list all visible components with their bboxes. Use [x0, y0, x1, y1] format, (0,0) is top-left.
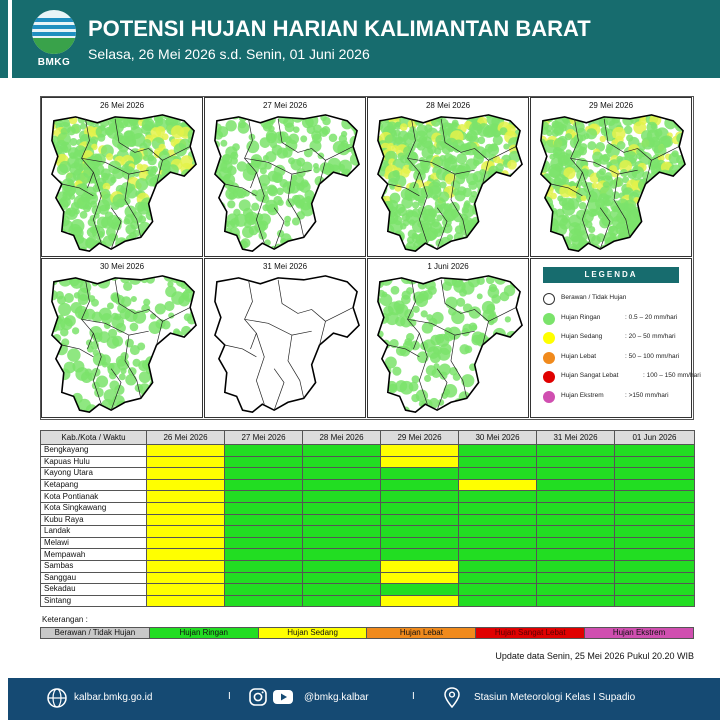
- station-name: Stasiun Meteorologi Kelas I Supadio: [474, 692, 636, 703]
- location-pin-icon: [444, 687, 460, 714]
- forecast-level-cell: [459, 479, 537, 491]
- legend-item: [543, 293, 693, 305]
- region-cell: Sintang: [41, 595, 147, 607]
- forecast-level-cell: [459, 456, 537, 468]
- footer-separator: I: [228, 691, 231, 702]
- page-subtitle: Selasa, 26 Mei 2026 s.d. Senin, 01 Juni 2026: [88, 46, 370, 62]
- forecast-level-cell: [537, 468, 615, 480]
- region-cell: Ketapang: [41, 479, 147, 491]
- forecast-level-cell: [459, 491, 537, 503]
- date-column-header: 31 Mei 2026: [537, 431, 615, 445]
- forecast-level-cell: [147, 514, 225, 526]
- forecast-level-cell: [381, 537, 459, 549]
- legend-label: Hujan Sedang: [561, 333, 603, 340]
- forecast-level-cell: [459, 549, 537, 561]
- legend-range: : 0.5 – 20 mm/hari: [625, 313, 678, 321]
- legend-label: Hujan Lebat: [561, 352, 597, 360]
- table-row: [41, 456, 695, 468]
- update-note: Update data Senin, 25 Mei 2026 Pukul 20.20 WIB: [495, 651, 694, 661]
- legend-item: [543, 391, 693, 403]
- footer-separator: I: [412, 691, 415, 702]
- kalimantan-barat-map: [209, 112, 363, 256]
- forecast-level-cell: [615, 445, 695, 457]
- forecast-level-cell: [537, 549, 615, 561]
- forecast-level-cell: [615, 526, 695, 538]
- keterangan-label: Keterangan :: [42, 615, 88, 624]
- region-cell: Landak: [41, 526, 147, 538]
- region-cell: Melawi: [41, 537, 147, 549]
- forecast-level-cell: [147, 468, 225, 480]
- forecast-level-cell: [303, 502, 381, 514]
- rain-map-panel: [367, 258, 529, 418]
- key-item: Hujan Lebat: [367, 628, 476, 638]
- forecast-level-cell: [225, 456, 303, 468]
- forecast-level-cell: [303, 549, 381, 561]
- table-row: [41, 491, 695, 503]
- key-item: Hujan Ekstrem: [585, 628, 693, 638]
- date-column-header: 26 Mei 2026: [147, 431, 225, 445]
- forecast-level-cell: [381, 526, 459, 538]
- map-date-label: 29 Mei 2026: [588, 101, 634, 110]
- forecast-level-cell: [225, 479, 303, 491]
- forecast-level-cell: [615, 572, 695, 584]
- kalimantan-barat-map: [209, 273, 363, 417]
- region-cell: Kayong Utara: [41, 468, 147, 480]
- region-cell: Kubu Raya: [41, 514, 147, 526]
- legend-swatch: [543, 371, 555, 383]
- date-column-header: 28 Mei 2026: [303, 431, 381, 445]
- forecast-level-cell: [225, 491, 303, 503]
- region-cell: Mempawah: [41, 549, 147, 561]
- region-column-header: Kab./Kota / Waktu: [41, 431, 147, 445]
- rain-map-panel: [204, 97, 366, 257]
- forecast-level-cell: [303, 572, 381, 584]
- forecast-level-cell: [537, 502, 615, 514]
- key-item: Berawan / Tidak Hujan: [41, 628, 150, 638]
- region-cell: Kota Pontianak: [41, 491, 147, 503]
- legend-item: [543, 371, 701, 383]
- table-row: [41, 595, 695, 607]
- forecast-level-cell: [537, 595, 615, 607]
- forecast-level-cell: [303, 514, 381, 526]
- key-item: Hujan Sedang: [259, 628, 368, 638]
- forecast-level-cell: [147, 537, 225, 549]
- key-item: Hujan Ringan: [150, 628, 259, 638]
- legend-label: Hujan Sangat Lebat: [561, 372, 619, 379]
- legend-range: : 50 – 100 mm/hari: [625, 352, 680, 360]
- kalimantan-barat-map: [46, 273, 200, 417]
- forecast-level-cell: [615, 584, 695, 596]
- forecast-level-cell: [147, 526, 225, 538]
- date-column-header: 27 Mei 2026: [225, 431, 303, 445]
- rain-map-panel: [204, 258, 366, 418]
- forecast-level-cell: [615, 468, 695, 480]
- forecast-table: [40, 430, 695, 607]
- instagram-icon[interactable]: [248, 687, 268, 712]
- forecast-level-cell: [459, 526, 537, 538]
- rain-map-panel: [367, 97, 529, 257]
- forecast-level-cell: [381, 560, 459, 572]
- forecast-level-cell: [537, 514, 615, 526]
- date-column-header: 29 Mei 2026: [381, 431, 459, 445]
- legend-title: LEGENDA: [543, 267, 679, 283]
- legend-swatch: [543, 391, 555, 403]
- forecast-level-cell: [459, 584, 537, 596]
- forecast-level-cell: [615, 537, 695, 549]
- forecast-level-cell: [381, 491, 459, 503]
- bmkg-logo-text: BMKG: [37, 57, 71, 68]
- bmkg-logo-emblem: [32, 10, 76, 54]
- forecast-level-cell: [225, 526, 303, 538]
- forecast-level-cell: [225, 572, 303, 584]
- bmkg-logo: [28, 10, 80, 72]
- forecast-level-cell: [225, 502, 303, 514]
- forecast-level-cell: [303, 491, 381, 503]
- forecast-level-cell: [225, 537, 303, 549]
- table-body: [41, 445, 695, 607]
- legend-swatch: [543, 332, 555, 344]
- forecast-level-cell: [615, 456, 695, 468]
- forecast-level-cell: [303, 445, 381, 457]
- forecast-level-cell: [147, 560, 225, 572]
- forecast-level-cell: [615, 479, 695, 491]
- legend-label: Hujan Ekstrem: [561, 391, 604, 399]
- kalimantan-barat-map: [372, 112, 526, 256]
- forecast-level-cell: [537, 560, 615, 572]
- forecast-level-cell: [381, 584, 459, 596]
- map-date-label: 26 Mei 2026: [99, 101, 145, 110]
- legend-swatch: [543, 293, 555, 305]
- map-date-label: 30 Mei 2026: [99, 262, 145, 271]
- kalimantan-barat-map: [372, 273, 526, 417]
- forecast-level-cell: [147, 572, 225, 584]
- forecast-level-cell: [303, 595, 381, 607]
- forecast-level-cell: [381, 445, 459, 457]
- forecast-level-cell: [381, 549, 459, 561]
- forecast-level-cell: [225, 595, 303, 607]
- forecast-level-cell: [537, 491, 615, 503]
- forecast-level-cell: [303, 456, 381, 468]
- page-title: POTENSI HUJAN HARIAN KALIMANTAN BARAT: [88, 16, 591, 41]
- forecast-level-cell: [147, 456, 225, 468]
- forecast-level-cell: [147, 491, 225, 503]
- forecast-level-cell: [303, 537, 381, 549]
- map-date-label: 27 Mei 2026: [262, 101, 308, 110]
- legend-label: Berawan / Tidak Hujan: [561, 294, 627, 301]
- map-legend: [530, 258, 701, 418]
- forecast-level-cell: [459, 468, 537, 480]
- table-row: [41, 514, 695, 526]
- region-cell: Kapuas Hulu: [41, 456, 147, 468]
- forecast-level-cell: [225, 560, 303, 572]
- date-column-header: 30 Mei 2026: [459, 431, 537, 445]
- map-date-label: 31 Mei 2026: [262, 262, 308, 271]
- maps-section: [40, 96, 701, 420]
- table-row: [41, 468, 695, 480]
- legend-item: [543, 352, 693, 364]
- forecast-level-cell: [381, 572, 459, 584]
- date-column-header: 01 Jun 2026: [615, 431, 695, 445]
- forecast-level-cell: [537, 456, 615, 468]
- forecast-level-cell: [615, 491, 695, 503]
- forecast-level-cell: [537, 572, 615, 584]
- kalimantan-barat-map: [535, 112, 689, 256]
- legend-range: : 100 – 150 mm/hari: [643, 372, 701, 379]
- legend-item: [543, 332, 693, 344]
- forecast-level-cell: [381, 502, 459, 514]
- rain-map-panel: [41, 258, 203, 418]
- forecast-level-cell: [225, 584, 303, 596]
- forecast-level-cell: [615, 514, 695, 526]
- legend-item: [543, 313, 693, 325]
- forecast-level-cell: [147, 584, 225, 596]
- forecast-level-cell: [147, 479, 225, 491]
- forecast-level-cell: [615, 502, 695, 514]
- forecast-level-cell: [615, 595, 695, 607]
- forecast-level-cell: [537, 526, 615, 538]
- youtube-icon[interactable]: [272, 687, 294, 712]
- forecast-level-cell: [303, 560, 381, 572]
- forecast-level-cell: [303, 479, 381, 491]
- map-date-label: 28 Mei 2026: [425, 101, 471, 110]
- table-header-row: [41, 431, 695, 445]
- forecast-level-cell: [147, 502, 225, 514]
- table-row: [41, 445, 695, 457]
- forecast-level-cell: [225, 445, 303, 457]
- legend-swatch: [543, 313, 555, 325]
- table-row: [41, 584, 695, 596]
- forecast-level-cell: [381, 514, 459, 526]
- forecast-level-cell: [147, 445, 225, 457]
- forecast-level-cell: [381, 595, 459, 607]
- rain-map-panel: [41, 97, 203, 257]
- table-row: [41, 549, 695, 561]
- table-row: [41, 572, 695, 584]
- rain-map-panel: [530, 97, 692, 257]
- forecast-level-cell: [303, 584, 381, 596]
- forecast-level-cell: [459, 595, 537, 607]
- key-item: Hujan Sangat Lebat: [476, 628, 585, 638]
- table-row: [41, 479, 695, 491]
- forecast-level-cell: [537, 479, 615, 491]
- forecast-level-cell: [459, 572, 537, 584]
- table-row: [41, 560, 695, 572]
- header: [0, 0, 720, 82]
- region-cell: Kota Singkawang: [41, 502, 147, 514]
- forecast-level-cell: [459, 514, 537, 526]
- website-link[interactable]: kalbar.bmkg.go.id: [74, 692, 153, 703]
- table-row: [41, 537, 695, 549]
- color-key: [40, 627, 694, 639]
- legend-range: : >150 mm/hari: [625, 391, 669, 399]
- forecast-level-cell: [381, 468, 459, 480]
- forecast-level-cell: [537, 584, 615, 596]
- footer: [8, 678, 720, 720]
- table-row: [41, 526, 695, 538]
- forecast-level-cell: [615, 549, 695, 561]
- forecast-level-cell: [303, 526, 381, 538]
- region-cell: Sanggau: [41, 572, 147, 584]
- legend-range: : 20 – 50 mm/hari: [625, 333, 676, 340]
- forecast-level-cell: [225, 468, 303, 480]
- forecast-level-cell: [225, 549, 303, 561]
- header-accent-bar: [0, 0, 8, 78]
- table-row: [41, 502, 695, 514]
- region-cell: Sambas: [41, 560, 147, 572]
- forecast-level-cell: [303, 468, 381, 480]
- forecast-level-cell: [381, 479, 459, 491]
- social-handle-link[interactable]: @bmkg.kalbar: [304, 692, 369, 703]
- forecast-level-cell: [459, 560, 537, 572]
- forecast-level-cell: [459, 502, 537, 514]
- forecast-level-cell: [537, 537, 615, 549]
- forecast-level-cell: [147, 549, 225, 561]
- forecast-level-cell: [225, 514, 303, 526]
- forecast-level-cell: [459, 537, 537, 549]
- forecast-level-cell: [147, 595, 225, 607]
- legend-swatch: [543, 352, 555, 364]
- forecast-level-cell: [381, 456, 459, 468]
- globe-icon: [46, 687, 68, 714]
- kalimantan-barat-map: [46, 112, 200, 256]
- forecast-level-cell: [537, 445, 615, 457]
- region-cell: Sekadau: [41, 584, 147, 596]
- region-cell: Bengkayang: [41, 445, 147, 457]
- legend-label: Hujan Ringan: [561, 313, 601, 321]
- forecast-level-cell: [615, 560, 695, 572]
- forecast-level-cell: [459, 445, 537, 457]
- map-date-label: 1 Juni 2026: [427, 262, 469, 271]
